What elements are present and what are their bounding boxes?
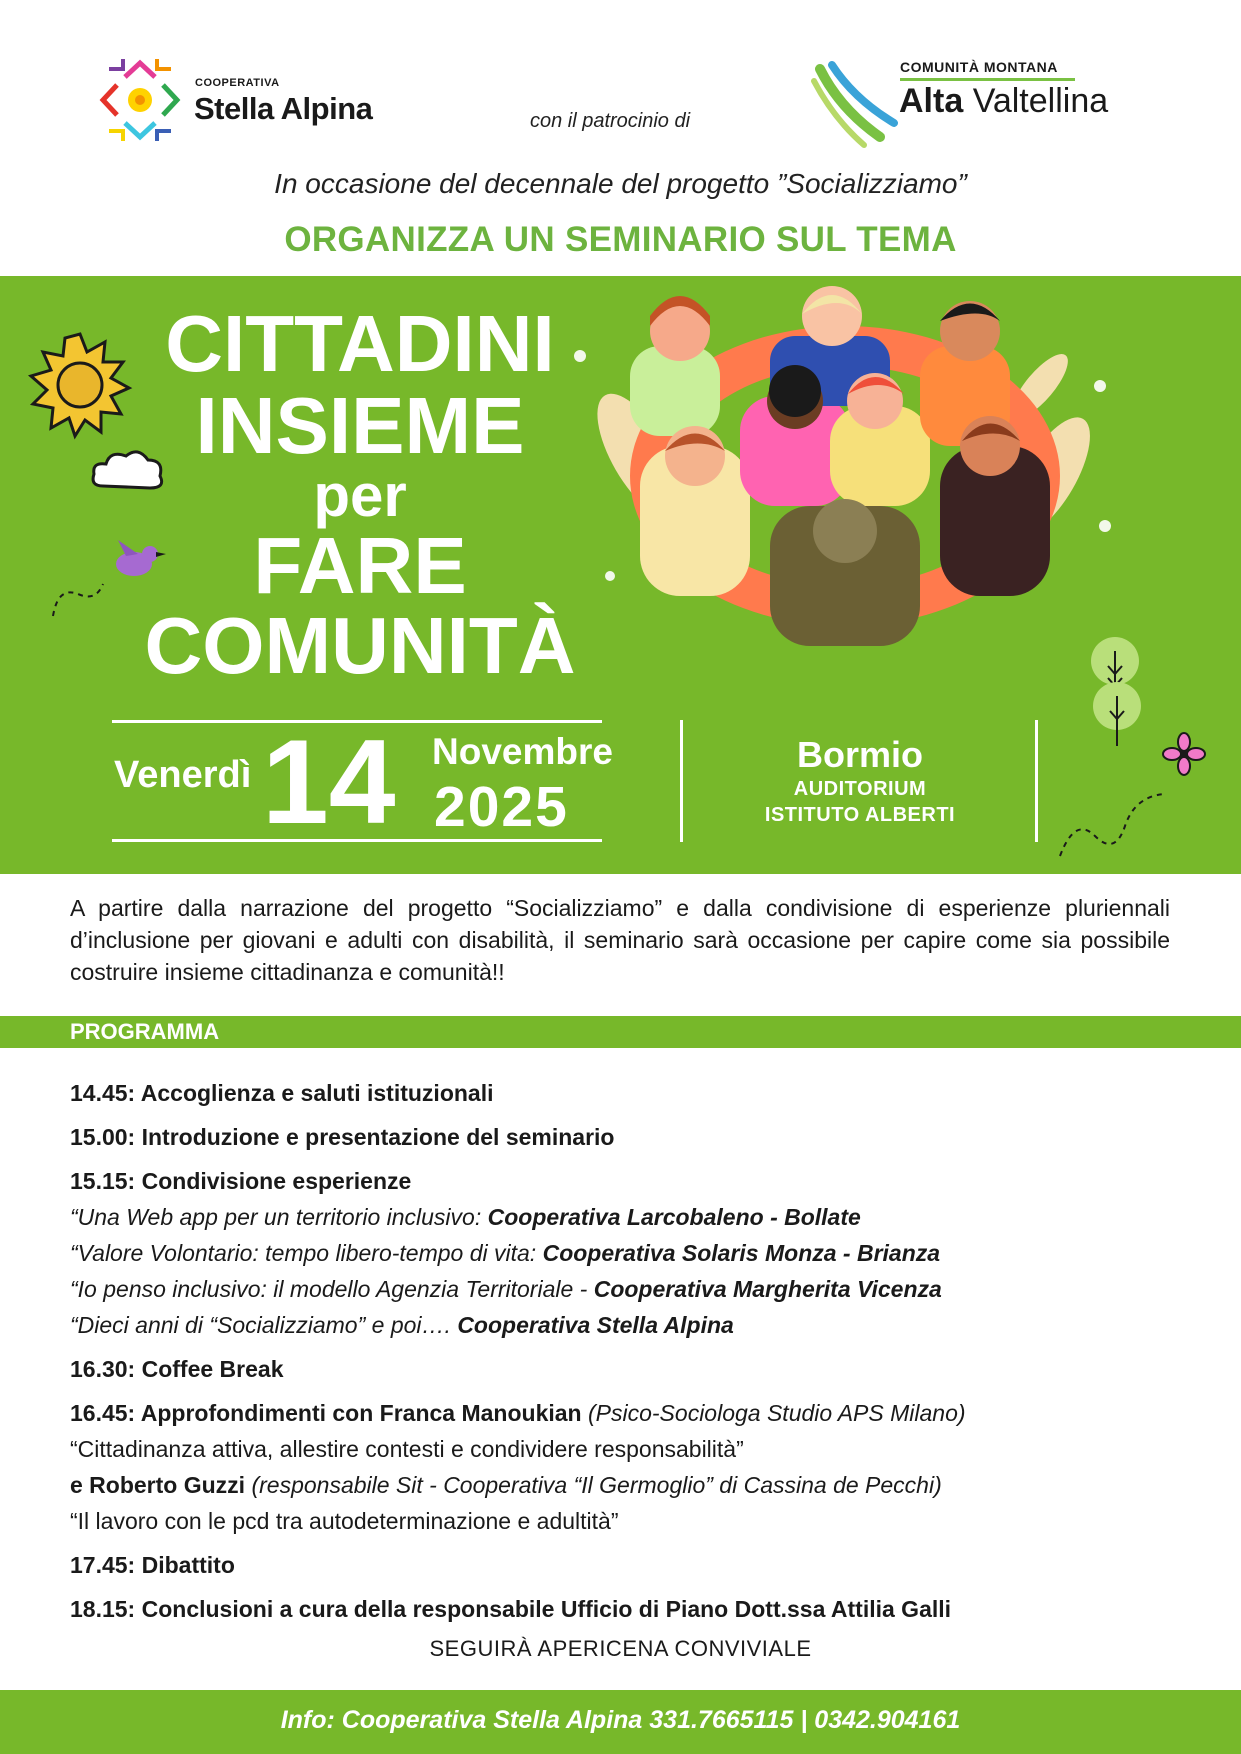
title-line-3: per	[313, 462, 407, 529]
divider-left	[680, 720, 683, 842]
title-line-4: FARE	[253, 521, 467, 610]
schedule-item	[70, 1075, 1190, 1111]
schedule-item	[70, 1119, 1190, 1155]
item-title: 17.45: Dibattito	[70, 1552, 235, 1578]
item-title: 18.15: Conclusioni a cura della responsabile Ufficio di Piano Dott.ssa Attilia Galli	[70, 1596, 952, 1622]
event-weekday: Venerdì	[114, 754, 252, 796]
dashed-loop-icon	[1055, 786, 1175, 866]
experience-line	[70, 1199, 1190, 1235]
item-title: 14.45: Accoglienza e saluti istituzionali	[70, 1080, 494, 1106]
event-month: Novembre	[432, 731, 613, 772]
experience-line	[70, 1307, 1190, 1343]
event-year: 2025	[434, 775, 569, 839]
schedule-item	[70, 1351, 1190, 1387]
event-city: Bormio	[797, 734, 923, 775]
item-title: 15.00: Introduzione e presentazione del seminario	[70, 1124, 615, 1150]
schedule-item	[70, 1591, 1190, 1627]
speaker-name: 16.45: Approfondimenti con Franca Manoukian	[70, 1400, 588, 1426]
schedule-item	[70, 1547, 1190, 1583]
brushstroke-icon	[810, 59, 900, 149]
tree-icon-2	[1092, 681, 1142, 751]
title-line-5: COMUNITÀ	[144, 601, 576, 690]
experience-line	[70, 1235, 1190, 1271]
event-day: 14	[262, 715, 396, 849]
apericena-note: SEGUIRÀ APERICENA CONVIVIALE	[429, 1636, 812, 1661]
talk-title: “Cittadinanza attiva, allestire contesti e condividere responsabilità”	[70, 1436, 744, 1462]
comunita-name	[899, 82, 1108, 121]
coop-label: COOPERATIVA	[195, 77, 280, 89]
experience-text: “Dieci anni di “Socializziamo” e poi….	[70, 1312, 458, 1338]
comunita-name-regular: Valtellina	[972, 82, 1109, 120]
comunita-montana-logo	[810, 55, 1170, 175]
intro-paragraph: A partire dalla narrazione del progetto “Socializziamo” e dalla condivisione di esperienze pluriennali d’inclusione per giovani e adulti con disabilità, il seminario sarà occasione per capire come sia possibile costruire insieme cittadinanza e comunità!!	[70, 895, 1170, 986]
flower-icon	[1162, 732, 1206, 776]
footer-bar	[0, 1690, 1241, 1754]
organizza-heading: ORGANIZZA UN SEMINARIO SUL TEMA	[284, 220, 957, 259]
experience-org: Cooperativa Margherita Vicenza	[593, 1276, 942, 1302]
stella-alpina-logo	[95, 55, 415, 155]
speaker-line	[70, 1395, 1190, 1431]
patrocinio-text: con il patrocinio di	[529, 110, 691, 132]
experience-org: Cooperativa Larcobaleno - Bollate	[487, 1204, 861, 1230]
experience-text: “Io penso inclusivo: il modello Agenzia Territoriale -	[70, 1276, 594, 1302]
experience-line	[70, 1271, 1190, 1307]
event-location	[690, 734, 1030, 828]
coop-name: Stella Alpina	[194, 91, 373, 126]
title-banner	[0, 276, 1241, 874]
speaker-role: (responsabile Sit - Cooperativa “Il Germoglio” di Cassina de Pecchi)	[251, 1472, 942, 1498]
programma-bar	[0, 1016, 1241, 1048]
people-circle-illustration	[570, 276, 1130, 676]
comunita-underline	[900, 78, 1075, 81]
experience-org: Cooperativa Solaris Monza - Brianza	[542, 1240, 941, 1266]
speaker-name: e Roberto Guzzi	[70, 1472, 252, 1498]
schedule-item	[70, 1395, 1190, 1539]
speaker-line	[70, 1467, 1190, 1503]
talk-title: “Il lavoro con le pcd tra autodeterminazione e adultità”	[70, 1508, 619, 1534]
stella-alpina-star-icon	[95, 55, 185, 145]
comunita-name-bold: Alta	[899, 82, 964, 120]
schedule	[70, 1075, 1190, 1635]
venue-line-1: AUDITORIUM	[793, 778, 927, 800]
occasion-line: In occasione del decennale del progetto ”Socializziamo”	[274, 168, 967, 199]
footer-info: Info: Cooperativa Stella Alpina 331.7665115 | 0342.904161	[280, 1706, 961, 1734]
divider-right	[1035, 720, 1038, 842]
item-title: 15.15: Condivisione esperienze	[70, 1168, 412, 1194]
experience-org: Cooperativa Stella Alpina	[457, 1312, 734, 1338]
experience-text: “Valore Volontario: tempo libero-tempo di vita:	[70, 1240, 543, 1266]
speaker-role: (Psico-Sociologa Studio APS Milano)	[588, 1400, 966, 1426]
item-title: 16.30: Coffee Break	[70, 1356, 284, 1382]
title-line-1: CITTADINI	[165, 299, 555, 388]
programma-label: PROGRAMMA	[70, 1019, 220, 1044]
schedule-item	[70, 1163, 1190, 1343]
venue-line-2: ISTITUTO ALBERTI	[764, 804, 956, 826]
experience-text: “Una Web app per un territorio inclusivo:	[70, 1204, 488, 1230]
title-line-2: INSIEME	[195, 381, 525, 470]
comunita-label: COMUNITÀ MONTANA	[900, 59, 1058, 75]
